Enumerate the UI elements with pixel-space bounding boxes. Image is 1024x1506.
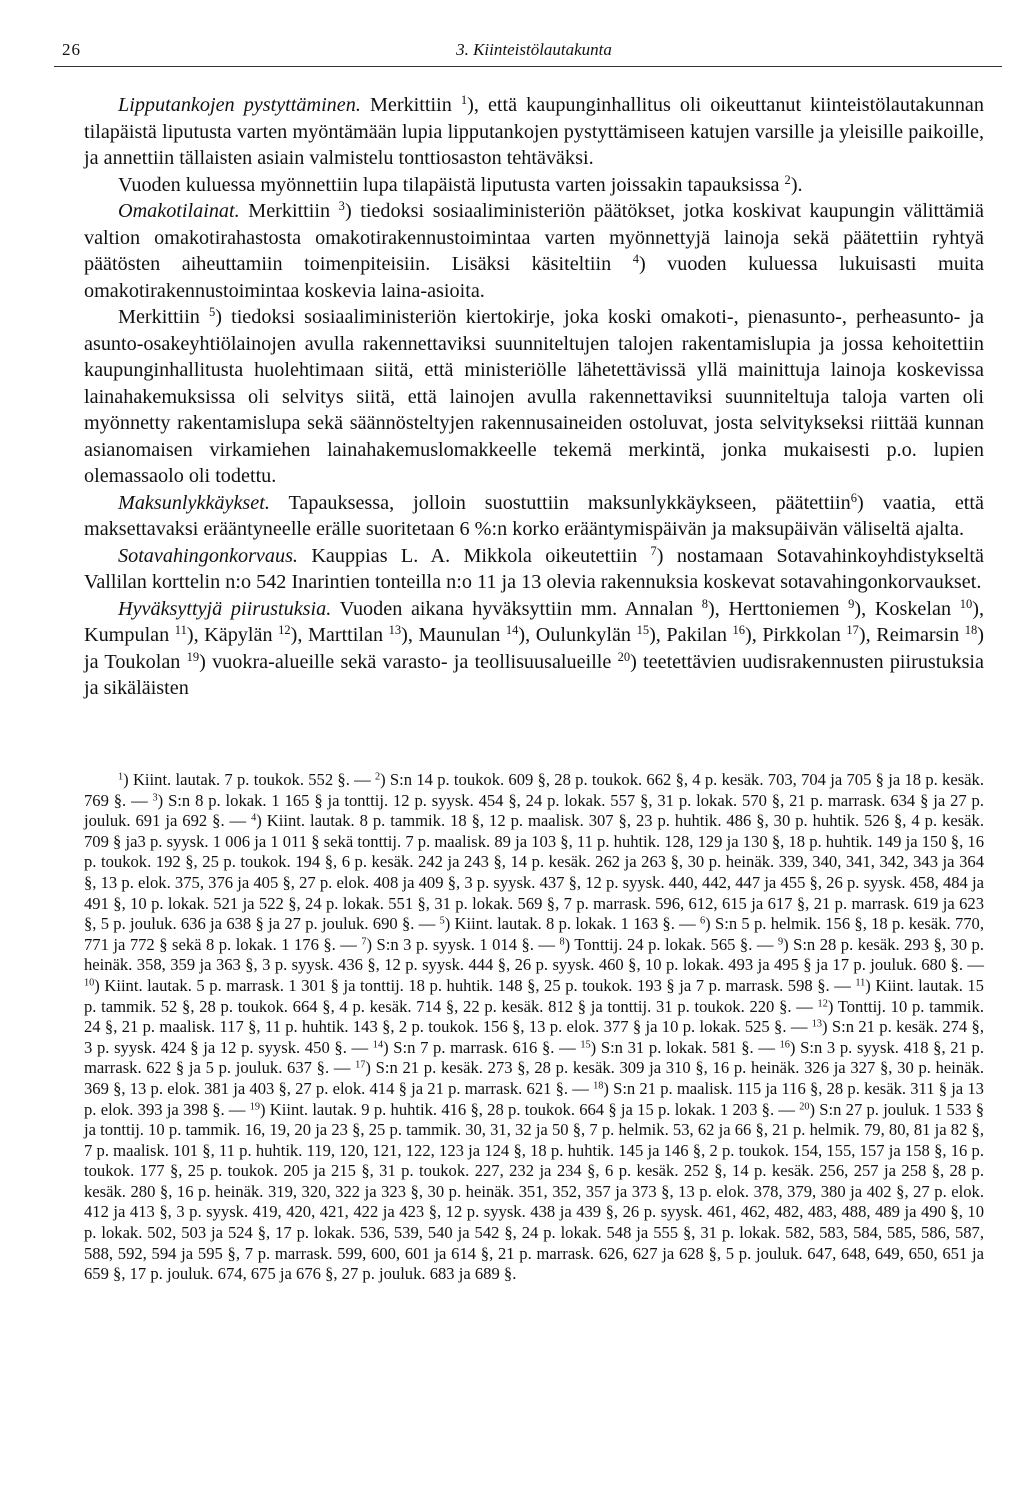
footnote-marker: 16 <box>779 1039 790 1051</box>
body-text <box>84 92 984 702</box>
footnote-marker: 13 <box>811 1018 823 1030</box>
footnote-marker: 9 <box>777 936 784 948</box>
paragraph-liputus-luvat: Vuoden kuluessa myönnettiin lupa tilapäistä liputusta varten joissakin tapauksissa $^2$). <box>118 172 803 196</box>
footnote-marker: 11 <box>855 977 866 989</box>
running-title: 3. Kiinteistölautakunta <box>456 40 612 59</box>
footnote-marker: 14 <box>372 1039 384 1051</box>
footnote-marker: 4 <box>251 812 257 824</box>
header-rule <box>54 66 1002 67</box>
section-heading: Omakotilainat. <box>118 200 240 222</box>
footnote-ref: 11 <box>174 623 187 638</box>
paragraph-sotavahingonkorvaus: Sotavahingonkorvaus. Kauppias L. A. Mikkola oikeutettiin $^7$) nostamaan Sotavahinkoyhdistykseltä Vallilan korttelin n:o 542 Inarintien tonteilla n:o 11 ja 13 olevia rakennuksia koskevat sotavahingonkorvaukset. <box>84 543 984 593</box>
footnote-ref: 18 <box>964 623 978 638</box>
footnote-ref: 5 <box>208 305 216 320</box>
footnote-marker: 12 <box>817 997 828 1009</box>
footnote-ref: 2 <box>784 172 791 187</box>
section-heading: Maksunlykkäykset. <box>118 491 270 514</box>
paragraph-piirustukset: Hyväksyttyjä piirustuksia. Vuoden aikana hyväksyttiin mm. Annalan $^8$), Herttoniemen $^9$), Koskelan $^{10}$), Kumpulan $^{11}$), Käpylän $^{12}$), Marttilan $^{13}$), Maunulan $^{14}$), Oulunkylän $^{15}$), Pakilan $^{16}$), Pirkkolan $^{17}$), Reimarsin $^{18}$) ja Toukolan $^{19}$) vuokra-alueille sekä varasto- ja teollisuusalueille $^{20}$) teetettävien uudisrakennusten piirustuksia ja sikäläisten <box>84 596 985 699</box>
footnote-marker: 15 <box>580 1039 591 1051</box>
section-heading: Hyväksyttyjä piirustuksia. <box>118 597 332 620</box>
footnote-ref: 10 <box>959 596 973 611</box>
footnote-ref: 20 <box>617 649 631 664</box>
paragraph-omakotilainat: Omakotilainat. Merkittiin $^3$) tiedoksi sosiaaliministeriön päätökset, jotka koskivat kaupungin välittämiä valtion omakotirahastosta omakotirakennustoimintaa varten myönnettyjä lainoja sekä päätettiin ryhtyä päätösten aiheuttamiin toimenpiteisiin. Lisäksi käsiteltiin $^4$) vuoden kuluessa lukuisasti muita omakotirakennustoimintaa koskevia laina-asioita. <box>84 199 984 302</box>
footnote-ref: 7 <box>650 543 657 558</box>
footnote-marker: 10 <box>84 977 95 989</box>
paragraph-maksunlykkaykset: Maksunlykkäykset. Tapauksessa, jolloin suostuttiin maksunlykkäykseen, päätettiin$^6$) vaatia, että maksettavaksi erääntyneelle erälle suoritetaan 6 %:n korko erääntymispäivän ja maksupäivän väliseltä ajalta. <box>84 490 984 540</box>
footnote-marker: 8 <box>559 936 565 948</box>
paragraph-lipputankojen: Lipputankojen pystyttäminen. Merkittiin $^1$), että kaupunginhallitus oli oikeuttanut kiinteistölautakunnan tilapäistä liputusta varten myöntämään lupia lipputankojen pystyttämiseen katujen varsille ja yleisille paikoille, ja annettiin tällaisten asiain valmistelu tonttiosaston tehtäväksi. <box>84 93 984 169</box>
footnote-marker: 6 <box>700 915 706 927</box>
footnote-marker: 1 <box>118 771 124 783</box>
page-header <box>62 36 984 64</box>
footnote-ref: 19 <box>186 649 200 664</box>
footnote-ref: 13 <box>388 623 402 638</box>
footnote-ref: 15 <box>636 623 650 638</box>
footnote-marker: 2 <box>374 771 381 783</box>
footnote-ref: 16 <box>732 623 746 638</box>
footnote-block: $^1$) Kiint. lautak. 7 p. toukok. 552 §. — $^2$) S:n 14 p. toukok. 609 §, 28 p. toukok. 662 §, 4 p. kesäk. 703, 704 ja 705 § ja 18 p. kesäk. 769 §. — $^3$) S:n 8 p. lokak. 1 165 § ja tonttij. 12 p. syysk. 454 §, 24 p. lokak. 557 §, 31 p. lokak. 570 §, 21 p. marrask. 634 § ja 27 p. jouluk. 691 ja 692 §. — $^4$) Kiint. lautak. 8 p. tammik. 18 §, 12 p. maalisk. 307 §, 23 p. huhtik. 486 §, 30 p. huhtik. 526 §, 4 p. kesäk. 709 § ja3 p. syysk. 1 006 ja 1 011 § sekä tonttij. 7 p. maalisk. 89 ja 103 §, 11 p. huhtik. 128, 129 ja 130 §, 18 p. huhtik. 149 ja 150 §, 16 p. toukok. 192 §, 25 p. toukok. 194 §, 6 p. kesäk. 242 ja 243 §, 14 p. kesäk. 262 ja 263 §, 30 p. heinäk. 339, 340, 341, 342, 343 ja 364 §, 13 p. elok. 375, 376 ja 405 §, 27 p. elok. 408 ja 409 §, 3 p. syysk. 437 §, 12 p. syysk. 440, 442, 447 ja 455 §, 26 p. syysk. 458, 484 ja 491 §, 10 p. lokak. 521 ja 522 §, 24 p. lokak. 551 §, 31 p. lokak. 569 §, 7 p. marrask. 596, 612, 615 ja 617 §, 21 p. marrask. 619 ja 623 §, 5 p. jouluk. 636 ja 638 § ja 27 p. jouluk. 690 §. — $^5$) Kiint. lautak. 8 p. lokak. 1 163 §. — $^6$) S:n 5 p. helmik. 156 §, 18 p. kesäk. 770, 771 ja 772 § sekä 8 p. lokak. 1 176 §. — $^7$) S:n 3 p. syysk. 1 014 §. — $^8$) Tonttij. 24 p. lokak. 565 §. — $^9$) S:n 28 p. kesäk. 293 §, 30 p. heinäk. 358, 359 ja 363 §, 3 p. syysk. 436 §, 12 p. syysk. 444 §, 26 p. syysk. 460 §, 10 p. lokak. 493 ja 495 § ja 17 p. jouluk. 680 §. — $^{10}$) Kiint. lautak. 5 p. marrask. 1 301 § ja tonttij. 18 p. huhtik. 148 §, 25 p. toukok. 193 § ja 7 p. marrask. 598 §. — $^{11}$) Kiint. lautak. 15 p. tammik. 52 §, 28 p. toukok. 664 §, 4 p. kesäk. 714 §, 22 p. kesäk. 812 § ja tonttij. 31 p. toukok. 220 §. — $^{12}$) Tonttij. 10 p. tammik. 24 §, 21 p. maalisk. 117 §, 11 p. huhtik. 143 §, 2 p. toukok. 156 §, 13 p. elok. 377 § ja 10 p. lokak. 525 §. — $^{13}$) S:n 21 p. kesäk. 274 §, 3 p. syysk. 424 § ja 12 p. syysk. 450 §. — $^{14}$) S:n 7 p. marrask. 616 §. — $^{15}$) S:n 31 p. lokak. 581 §. — $^{16}$) S:n 3 p. syysk. 418 §, 21 p. marrask. 622 § ja 5 p. jouluk. 637 §. — $^{17}$) S:n 21 p. kesäk. 273 §, 28 p. kesäk. 309 ja 310 §, 16 p. heinäk. 326 ja 327 §, 30 p. heinäk. 369 §, 13 p. elok. 381 ja 403 §, 27 p. elok. 414 § ja 21 p. marrask. 621 §. — $^{18}$) S:n 21 p. maalisk. 115 ja 116 §, 28 p. kesäk. 311 § ja 13 p. elok. 393 ja 398 §. — $^{19}$) Kiint. lautak. 9 p. huhtik. 416 §, 28 p. toukok. 664 § ja 15 p. lokak. 1 203 §. — $^{20}$) S:n 27 p. jouluk. 1 533 § ja tonttij. 10 p. tammik. 16, 19, 20 ja 23 §, 25 p. tammik. 30, 31, 32 ja 50 §, 7 p. helmik. 53, 62 ja 66 §, 21 p. helmik. 79, 80, 81 ja 82 §, 7 p. maalisk. 101 §, 11 p. huhtik. 119, 120, 121, 122, 123 ja 124 §, 18 p. huhtik. 145 ja 146 §, 2 p. toukok. 154, 155, 157 ja 158 §, 16 p. toukok. 177 §, 25 p. toukok. 205 ja 215 §, 31 p. toukok. 227, 232 ja 234 §, 6 p. kesäk. 252 §, 14 p. kesäk. 256, 257 ja 258 §, 28 p. kesäk. 280 §, 16 p. heinäk. 319, 320, 322 ja 323 §, 30 p. heinäk. 351, 352, 357 ja 373 §, 13 p. elok. 378, 379, 380 ja 402 §, 27 p. elok. 412 ja 413 §, 3 p. syysk. 419, 420, 421, 422 ja 423 §, 12 p. syysk. 438 ja 439 §, 26 p. syysk. 461, 462, 482, 483, 488, 489 ja 490 §, 10 p. lokak. 502, 503 ja 524 §, 17 p. lokak. 536, 539, 540 ja 542 §, 24 p. lokak. 548 ja 555 §, 31 p. lokak. 582, 583, 584, 585, 586, 587, 588, 592, 594 ja 595 §, 7 p. marrask. 599, 600, 601 ja 614 §, 21 p. marrask. 626, 627 ja 628 §, 5 p. jouluk. 647, 648, 649, 650, 651 ja 659 §, 17 p. jouluk. 674, 675 ja 676 §, 27 p. jouluk. 683 ja 689 §. <box>84 770 985 1284</box>
footnote-ref: 4 <box>632 252 639 267</box>
section-heading: Sotavahingonkorvaus. <box>118 544 298 567</box>
footnote-ref: 3 <box>338 199 345 214</box>
footnote-marker: 18 <box>593 1080 604 1092</box>
footnote-marker: 5 <box>439 915 445 927</box>
footnote-marker: 7 <box>361 936 367 948</box>
footnote-ref: 14 <box>505 623 519 638</box>
footnote-marker: 3 <box>152 791 158 803</box>
footnotes <box>84 770 984 1285</box>
footnote-ref: 12 <box>278 623 291 638</box>
footnote-ref: 1 <box>460 93 468 108</box>
section-heading: Lipputankojen pystyttäminen. <box>118 94 361 116</box>
footnote-marker: 17 <box>355 1059 366 1071</box>
footnote-marker: 19 <box>249 1100 261 1112</box>
paragraph-kiertokirje: Merkittiin $^5$) tiedoksi sosiaaliministeriön kiertokirje, joka koski omakoti-, pienasunto-, perheasunto- ja asunto-osakeyhtiölainojen avulla rakennettaviksi suunniteltujen talojen rakentamislupia ja jossa kehoitettiin kaupunginhallitusta huolehtimaan siitä, että ministeriölle lähetettävissä yllä mainittuja lainoja koskevissa lainahakemuksissa oli selvitys siitä, että lainojen avulla rakennettaviksi suunniteltuja taloja varten oli myönnetty rakentamislupa sekä säännösteltyjen rakennusaineiden ostoluvat, josta selvitykseksi riittää kunnan asianomaisen virkamiehen lainahakemuslomakkeelle tekemä merkintä, jonka mukaisesti p.o. lupien olemassaolo oli todettu. <box>84 305 984 487</box>
page-number: 26 <box>62 40 81 59</box>
footnote-ref: 9 <box>848 596 855 611</box>
footnote-marker: 20 <box>799 1100 810 1112</box>
footnote-ref: 8 <box>701 596 709 611</box>
footnote-ref: 6 <box>850 490 857 505</box>
footnote-ref: 17 <box>846 623 859 638</box>
